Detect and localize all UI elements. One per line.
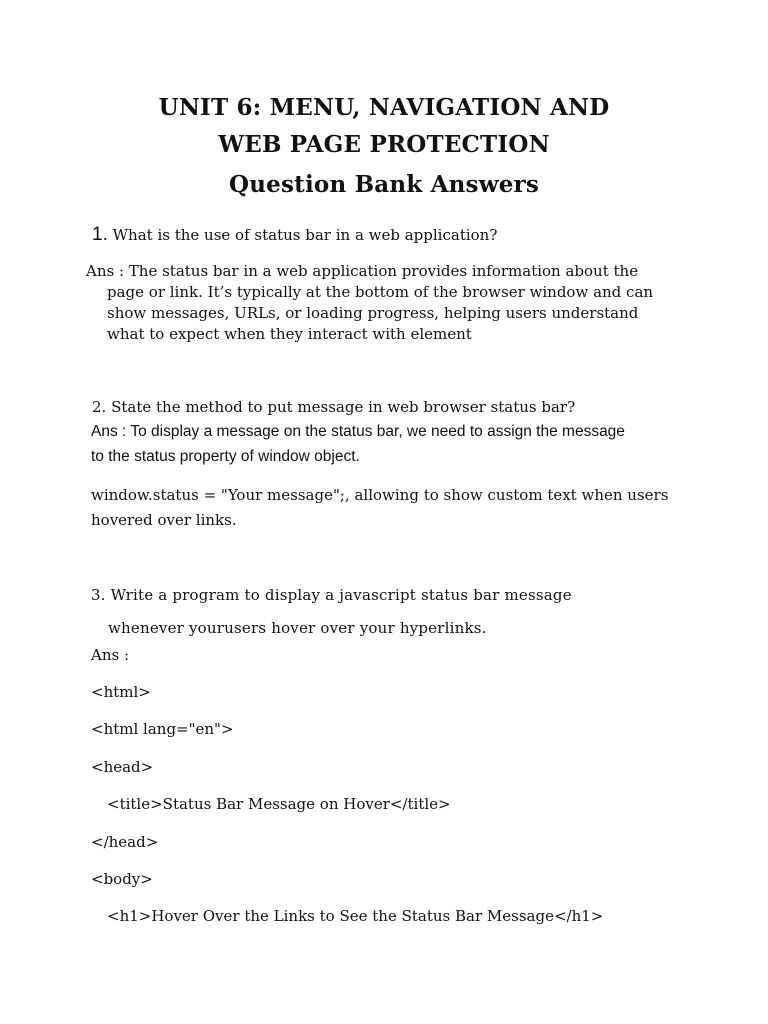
answer-1-line: show messages, URLs, or loading progress, helping users understand — [107, 304, 639, 322]
question-2: 2. State the method to put message in web browser status bar? — [92, 398, 576, 416]
question-bank-heading: Question Bank Answers — [229, 171, 539, 198]
code-line: <h1>Hover Over the Links to See the Status Bar Message</h1> — [107, 907, 604, 925]
answer-2-line: to the status property of window object. — [91, 448, 360, 465]
answer-3-label: Ans : — [91, 646, 130, 664]
answer-1-line: what to expect when they interact with element — [107, 325, 472, 343]
question-3-line: 3. Write a program to display a javascript status bar message — [91, 586, 572, 604]
code-line: <title>Status Bar Message on Hover</title> — [107, 795, 451, 813]
answer-1-line: page or link. It’s typically at the bottom of the browser window and can — [107, 283, 654, 301]
example-line: window.status = "Your message";, allowing to show custom text when users — [91, 486, 669, 504]
window-status-example — [91, 483, 668, 533]
code-line: <head> — [91, 758, 154, 776]
question-1-text: What is the use of status bar in a web application? — [112, 226, 498, 244]
answer-1 — [86, 261, 653, 345]
unit-subtitle: WEB PAGE PROTECTION — [218, 131, 550, 158]
answer-1-line: Ans : The status bar in a web application provides information about the — [86, 262, 639, 280]
code-line: </head> — [91, 833, 159, 851]
question-1-number: 1. — [92, 224, 108, 245]
question-3-line: whenever yourusers hover over your hyperlinks. — [108, 619, 487, 637]
code-line: <body> — [91, 870, 153, 888]
question-3 — [91, 579, 572, 645]
code-line: <html> — [91, 683, 151, 701]
question-1 — [92, 224, 497, 246]
answer-2 — [91, 419, 625, 469]
answer-2-line: Ans : To display a message on the status bar, we need to assign the message — [91, 423, 625, 440]
code-line: <html lang="en"> — [91, 720, 234, 738]
example-line: hovered over links. — [91, 511, 237, 529]
unit-title: UNIT 6: MENU, NAVIGATION AND — [158, 94, 610, 121]
